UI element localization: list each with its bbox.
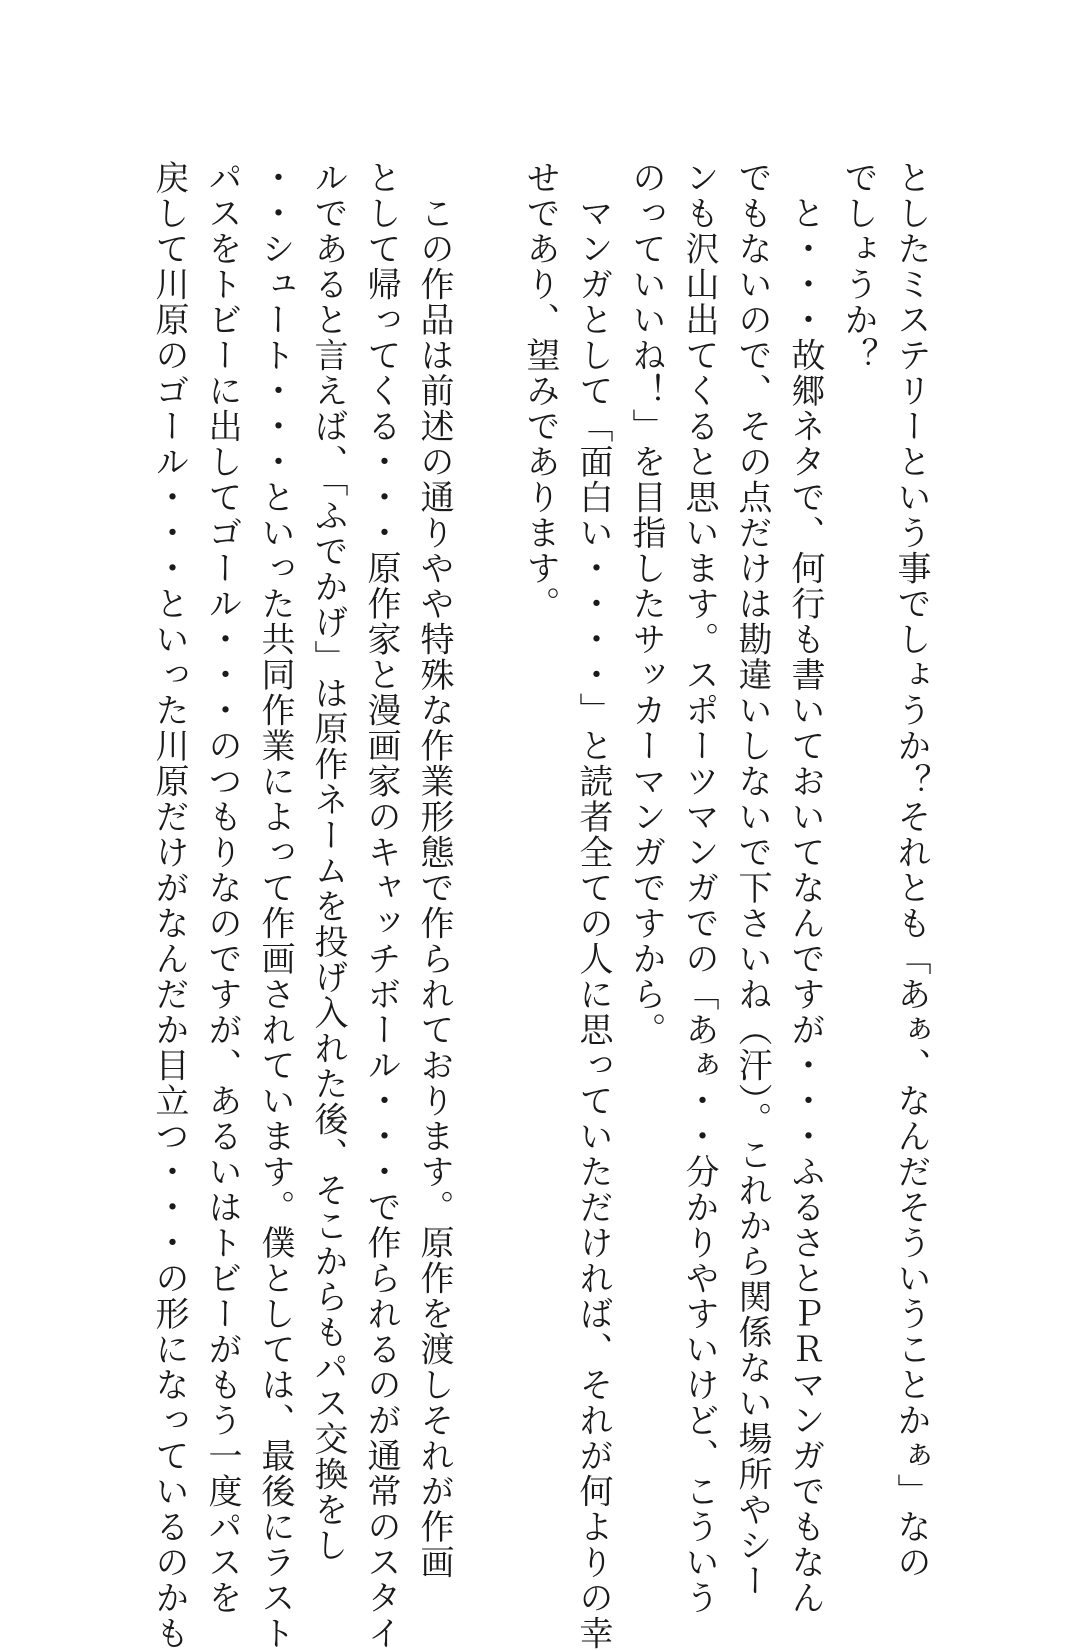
text-line: パスをトビーに出してゴール・・・のつもりなのですが、あるいはトビーがもう一度パスを <box>202 160 242 1616</box>
text-line: でしょうか？ <box>838 160 878 373</box>
text-line: マンガとして「面白い・・・・」と読者全ての人に思っていただければ、それが何よりの幸 <box>573 160 613 1651</box>
text-line: として帰ってくる・・・原作家と漫画家のキャッチボール・・・で作られるのが通常のスタイ <box>361 160 401 1651</box>
text-line: としたミステリーという事でしょうか？それとも「あぁ、なんだそういうことかぁ」なの <box>891 160 931 1580</box>
text-line: 戻して川原のゴール・・・といった川原だけがなんだか目立つ・・・の形になっているのかも <box>149 160 189 1651</box>
text-line: ルであると言えば、「ふでかげ」は原作ネームを投げ入れた後、そこからもパス交換をし <box>308 160 348 1563</box>
text-line: のっていいね！」を目指したサッカーマンガですから。 <box>626 160 666 1048</box>
text-line: せであり、望みであります。 <box>520 160 560 622</box>
text-line: でもないので、その点だけは勘違いしないで下さいね（汗）。これから関係ない場所やシー <box>732 160 772 1599</box>
text-line: ・・シュート・・・といった共同作業によって作画されています。僕としては、最後にラスト <box>255 160 295 1651</box>
text-line: と・・・故郷ネタで、何行も書いておいてなんですが・・・ふるさとＰＲマンガでもなん <box>785 160 825 1616</box>
text-line: ンも沢山出てくると思います。スポーツマンガでの「あぁ・・分かりやすいけど、こういう <box>679 160 719 1616</box>
text-line: この作品は前述の通りやや特殊な作業形態で作られております。原作を渡しそれが作画 <box>414 160 454 1580</box>
blank-line <box>464 160 510 1400</box>
